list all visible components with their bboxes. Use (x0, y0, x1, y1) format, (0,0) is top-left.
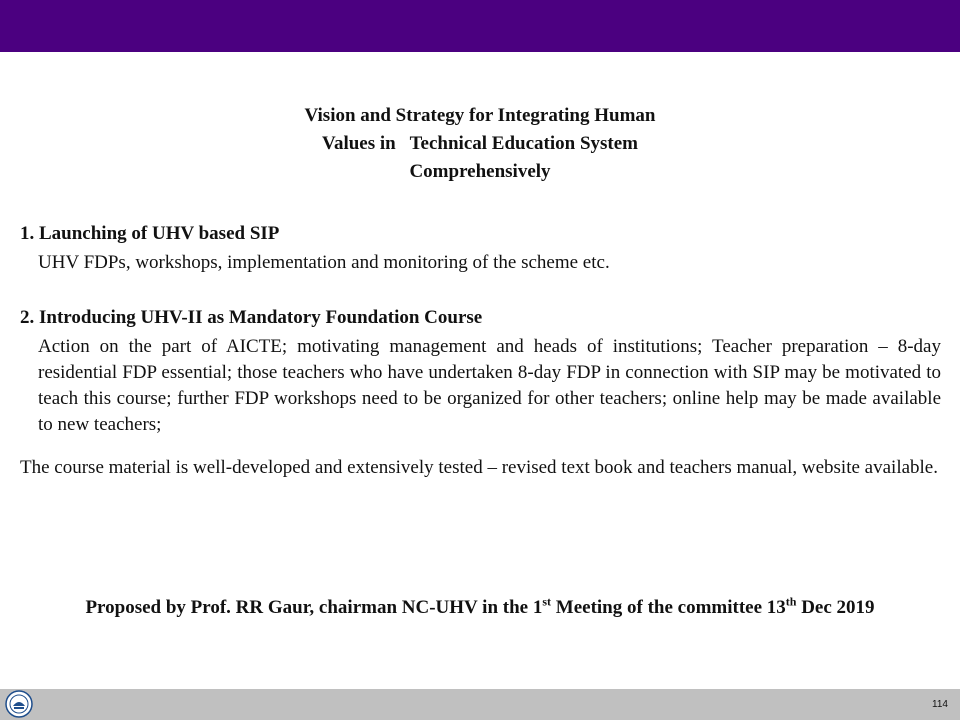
title-line-3: Comprehensively (409, 161, 551, 182)
proposal-sup-2: th (785, 594, 797, 609)
proposal-part-1: Proposed by Prof. RR Gaur, chairman NC-UHV in the 1 (85, 597, 543, 618)
course-material-text: The course material is well-developed and extensively tested – revised text book and teachers manual, website available. (20, 457, 938, 478)
section-1-text: UHV FDPs, workshops, implementation and monitoring of the scheme etc. (38, 252, 610, 273)
title-line-2: Values in Technical Education System (321, 133, 639, 154)
page-number: 114 (932, 699, 948, 710)
footer-bar (0, 689, 960, 720)
proposal-sup-1: st (542, 594, 552, 609)
section-2-heading: 2. Introducing UHV-II as Mandatory Foundation Course (20, 307, 483, 328)
section-1-heading: 1. Launching of UHV based SIP (20, 223, 280, 244)
proposal-part-2: Meeting of the committee 13 (551, 597, 786, 618)
proposal-part-3: Dec 2019 (796, 597, 875, 618)
title-line-1: Vision and Strategy for Integrating Human (304, 105, 656, 126)
slide-title (0, 102, 960, 186)
header-bar (0, 0, 960, 52)
proposal-line (0, 594, 960, 622)
institution-logo-icon (5, 690, 33, 718)
section-2-text: Action on the part of AICTE; motivating management and heads of institutions; Teacher preparation – 8-day residential FDP essential; those teachers who have undertaken 8-day FDP in connection with SIP may be motivated to teach this course; further FDP workshops need to be organized for other teachers; online help may be made available to new teachers; (38, 336, 941, 435)
